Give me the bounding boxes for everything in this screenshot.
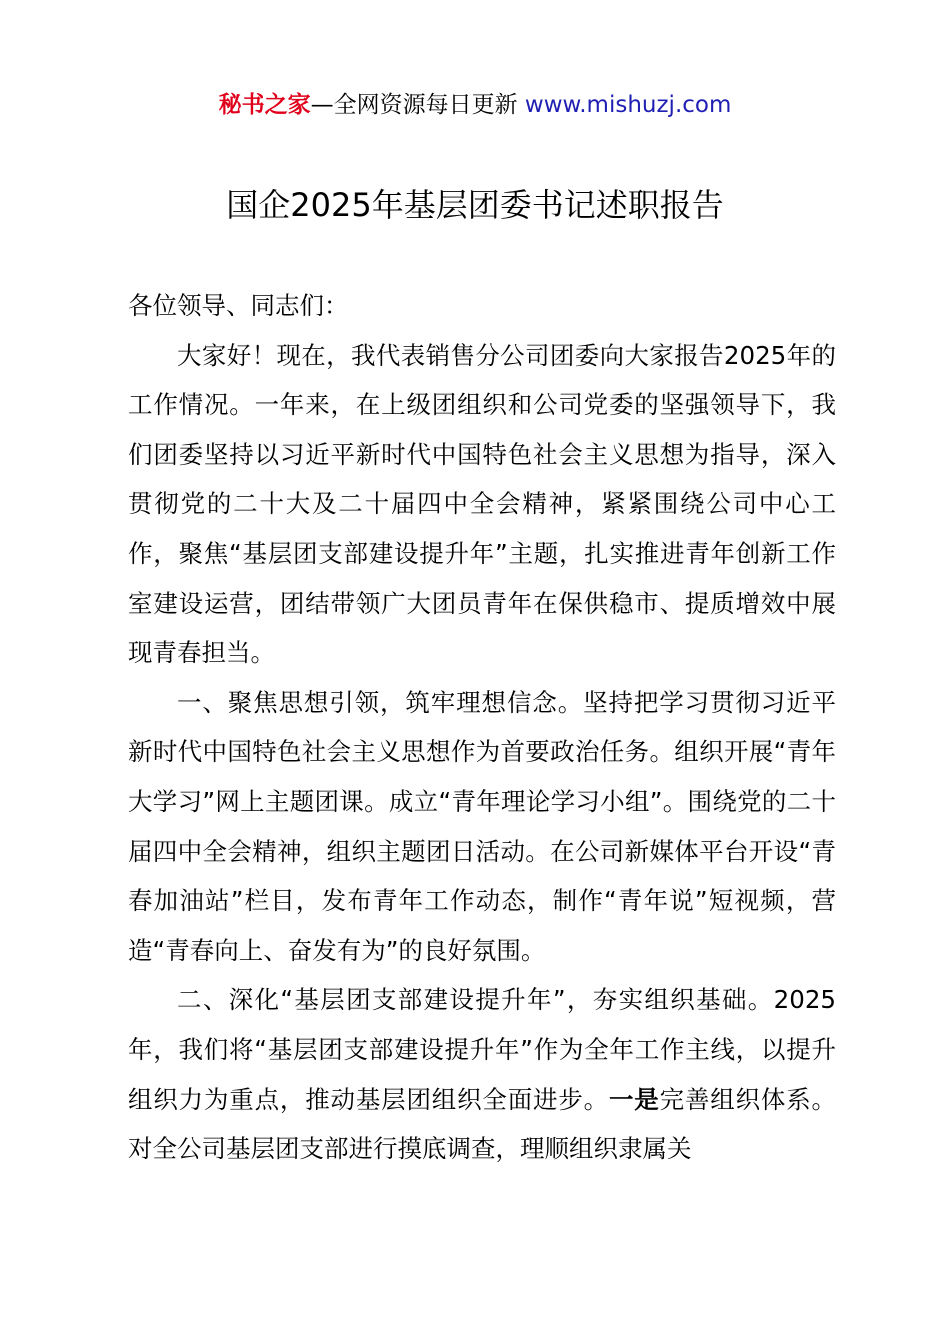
section-two-body-continued: 完善组织体系。对全公司基层团支部进行摸底调查，理顺组织隶属关 (128, 1084, 837, 1164)
document-title: 国企2025年基层团委书记述职报告 (226, 186, 724, 224)
section-two-heading: 二、深化“基层团支部建设提升年”，夯实组织基础。 (177, 985, 774, 1015)
section-two-body: 2025年，我们将“基层团支部建设提升年”作为全年工作主线，以提升组织力为重点，推动基层团组织全面进步。 (128, 985, 836, 1114)
site-brand: 秘书之家 (218, 92, 311, 118)
section-one-paragraph: 一、聚焦思想引领，筑牢理想信念。坚持把学习贯彻习近平新时代中国特色社会主义思想作为首要政治任务。组织开展“青年大学习”网上主题团课。成立“青年理论学习小组”。围绕党的二十届四中全会精神，组织主题团日活动。在公司新媒体平台开设“青春加油站”栏目，发布青年工作动态，制作“青年说”短视频，营造“青春向上、奋发有为”的良好氛围。 (128, 687, 836, 965)
intro-paragraph: 大家好！现在，我代表销售分公司团委向大家报告2025年的工作情况。一年来，在上级团组织和公司党委的坚强领导下，我们团委坚持以习近平新时代中国特色社会主义思想为指导，深入贯彻党的二十大及二十届四中全会精神，紧紧围绕公司中心工作，聚焦“基层团支部建设提升年”主题，扎实推进青年创新工作室建设运营，团结带领广大团员青年在保供稳市、提质增效中展现青春担当。 (128, 340, 836, 668)
section-two-paragraph (128, 975, 836, 1173)
greeting-line: 各位领导、同志们： (128, 291, 349, 320)
section-two-marker: 一是 (608, 1084, 660, 1114)
document-body (128, 281, 836, 1174)
site-tagline: —全网资源每日更新 (310, 92, 525, 118)
site-header (0, 88, 950, 122)
site-url-link[interactable]: www.mishuzj.com (524, 92, 732, 118)
